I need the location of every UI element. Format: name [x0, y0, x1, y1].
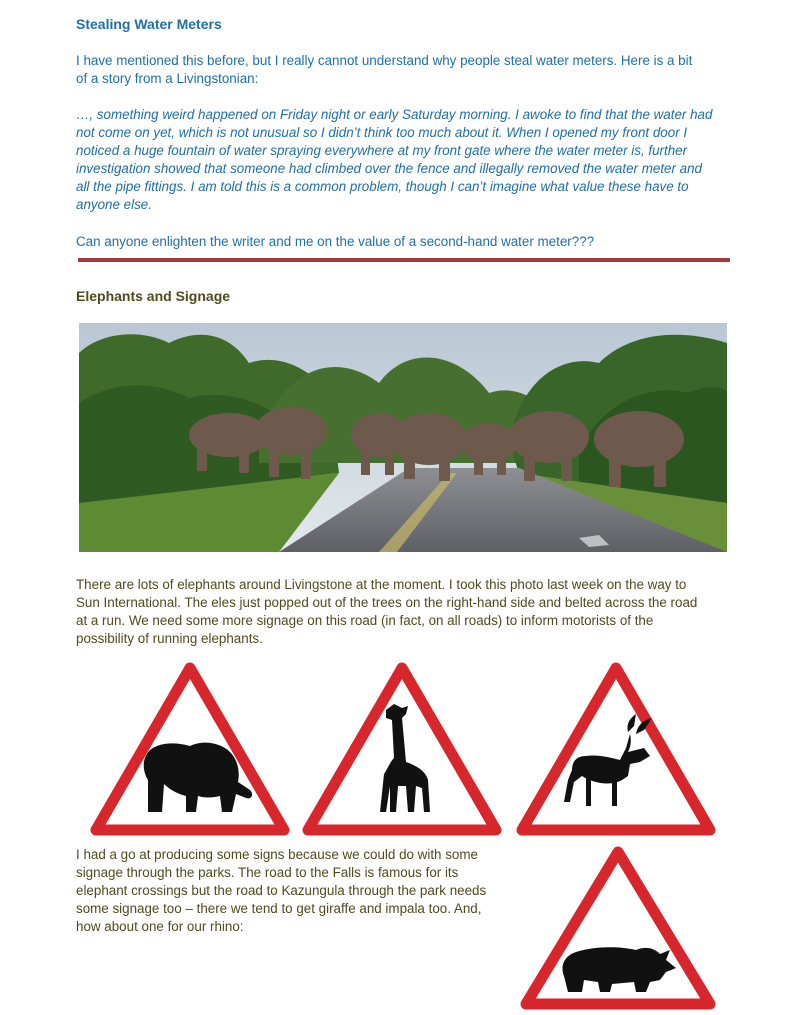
- signage-paragraph: [76, 846, 496, 936]
- elephants-crossing-photo: [79, 323, 727, 552]
- text-line: at a run. We need some more signage on this road (in fact, on all roads) to inform motorists of the: [76, 613, 654, 628]
- impala-warning-sign: [516, 662, 716, 842]
- text-line: how about one for our rhino:: [76, 919, 244, 934]
- text-line: not come on yet, which is not unusual so I didn’t think too much about it. When I opened my front door I: [76, 125, 688, 140]
- text-line: I have mentioned this before, but I really cannot understand why people steal water meters. Here is a bit: [76, 53, 693, 68]
- text-line: some signage too – there we tend to get giraffe and impala too. And,: [76, 901, 482, 916]
- text-line: all the pipe fittings. I am told this is a common problem, though I can’t imagine what value these have to: [76, 179, 689, 194]
- text-line: of a story from a Livingstonian:: [76, 71, 259, 86]
- text-line: I had a go at producing some signs because we could do with some: [76, 847, 478, 862]
- elephants-paragraph: [76, 576, 726, 648]
- text-line: investigation showed that someone had climbed over the fence and illegally removed the water meter and: [76, 161, 703, 176]
- elephant-warning-sign: [90, 662, 290, 842]
- text-line: anyone else.: [76, 197, 152, 212]
- text-line: noticed a huge fountain of water spraying everywhere at my front gate where the water meter is, further: [76, 143, 688, 158]
- giraffe-warning-sign: [302, 662, 502, 842]
- text-line: …, something weird happened on Friday night or early Saturday morning. I awoke to find that the water had: [76, 107, 713, 122]
- text-line: possibility of running elephants.: [76, 631, 263, 646]
- question-paragraph: Can anyone enlighten the writer and me on the value of a second-hand water meter???: [76, 234, 595, 249]
- section-heading-elephants: Elephants and Signage: [76, 288, 231, 304]
- text-line: elephant crossings but the road to Kazungula through the park needs: [76, 883, 487, 898]
- section-heading-water-meters: Stealing Water Meters: [76, 16, 222, 32]
- text-line: Sun International. The eles just popped out of the trees on the right-hand side and belted across the road: [76, 595, 698, 610]
- section-divider: [78, 258, 730, 262]
- rhino-warning-sign: [520, 846, 716, 1015]
- text-line: signage through the parks. The road to the Falls is famous for its: [76, 865, 459, 880]
- text-line: There are lots of elephants around Livingstone at the moment. I took this photo last week on the way to: [76, 577, 687, 592]
- intro-paragraph: [76, 52, 726, 88]
- quote-paragraph: [76, 106, 726, 214]
